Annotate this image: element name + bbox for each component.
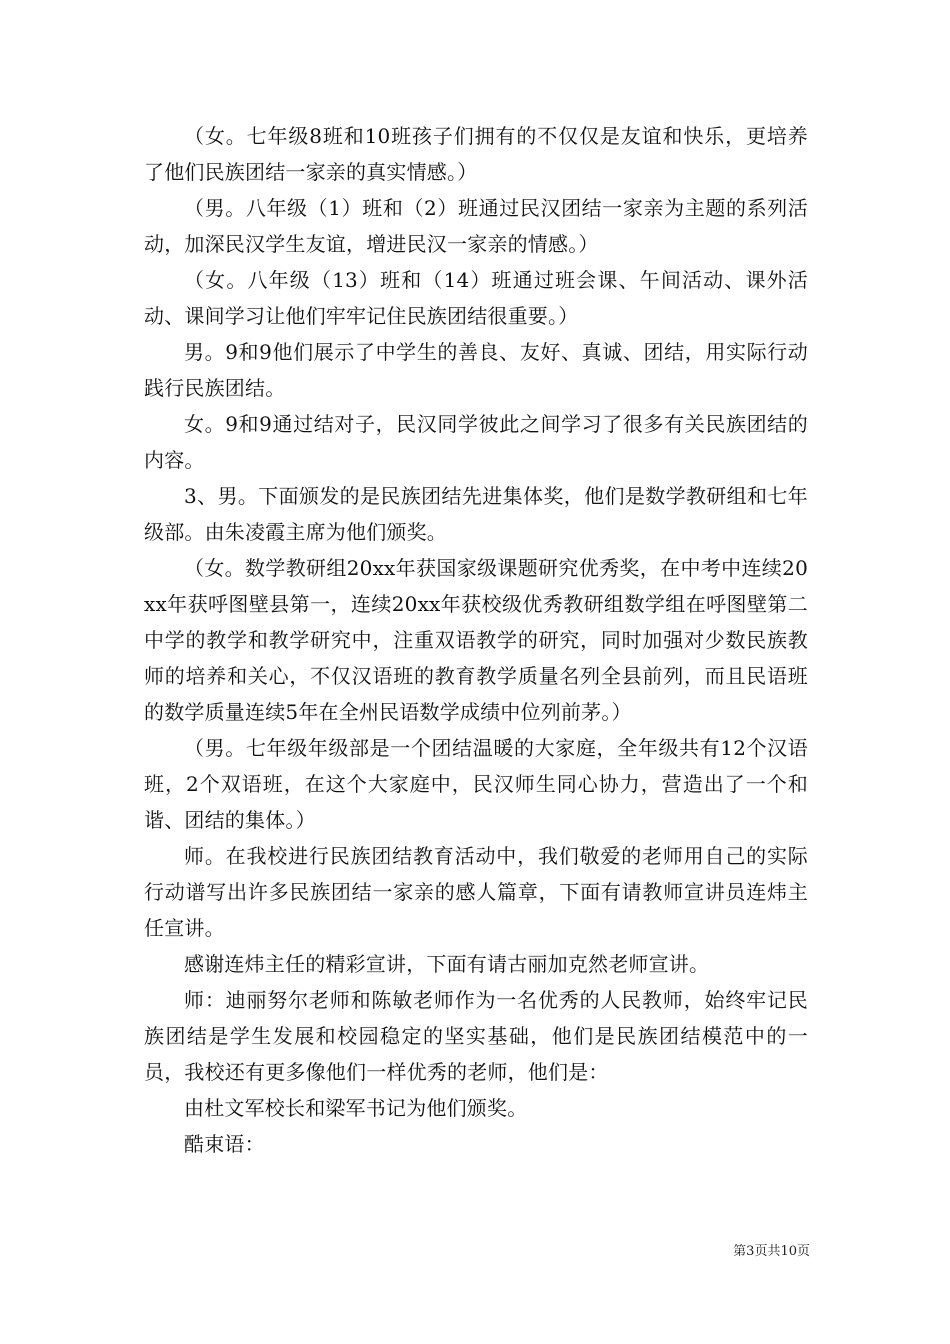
paragraph: （女。八年级（13）班和（14）班通过班会课、午间活动、课外活动、课间学习让他们牢牢记住民族团结很重要。） <box>144 268 808 328</box>
paragraph: 女。9和9通过结对子，民汉同学彼此之间学习了很多有关民族团结的内容。 <box>144 412 808 472</box>
paragraph: 感谢连炜主任的精彩宣讲，下面有请古丽加克然老师宣讲。 <box>184 952 710 976</box>
paragraph: 酷束语： <box>184 1132 265 1156</box>
paragraph: （女。七年级8班和10班孩子们拥有的不仅仅是友谊和快乐，更培养了他们民族团结一家亲的真实情感。） <box>144 124 808 184</box>
paragraph: 男。9和9他们展示了中学生的善良、友好、真诚、团结，用实际行动践行民族团结。 <box>144 340 808 400</box>
paragraph: （男。七年级年级部是一个团结温暖的大家庭，全年级共有12个汉语班，2个双语班，在这个大家庭中，民汉师生同心协力，营造出了一个和谐、团结的集体。） <box>144 736 808 832</box>
paragraph: 由杜文军校长和梁军书记为他们颁奖。 <box>184 1096 528 1120</box>
paragraph: （女。数学教研组20xx年获国家级课题研究优秀奖，在中考中连续20xx年获呼图壁县第一，连续20xx年获校级优秀教研组数学组在呼图壁第二中学的教学和教学研究中，注重双语教学的研究，同时加强对少数民族教师的培养和关心，不仅汉语班的教育教学质量名列全县前列，而且民语班的数学质量连续5年在全州民语数学成绩中位列前茅。） <box>144 556 808 724</box>
paragraph: 3、男。下面颁发的是民族团结先进集体奖，他们是数学教研组和七年级部。由朱凌霞主席为他们颁奖。 <box>144 484 808 544</box>
paragraph: 师。在我校进行民族团结教育活动中，我们敬爱的老师用自己的实际行动谱写出许多民族团结一家亲的感人篇章，下面有请教师宣讲员连炜主任宣讲。 <box>144 844 808 940</box>
page-number: 第3页共10页 <box>733 1244 810 1259</box>
paragraph: （男。八年级（1）班和（2）班通过民汉团结一家亲为主题的系列活动，加深民汉学生友谊，增进民汉一家亲的情感。） <box>144 196 808 256</box>
document-body <box>144 118 808 1162</box>
paragraph: 师：迪丽努尔老师和陈敏老师作为一名优秀的人民教师，始终牢记民族团结是学生发展和校园稳定的坚实基础，他们是民族团结模范中的一员，我校还有更多像他们一样优秀的老师，他们是： <box>144 988 808 1084</box>
